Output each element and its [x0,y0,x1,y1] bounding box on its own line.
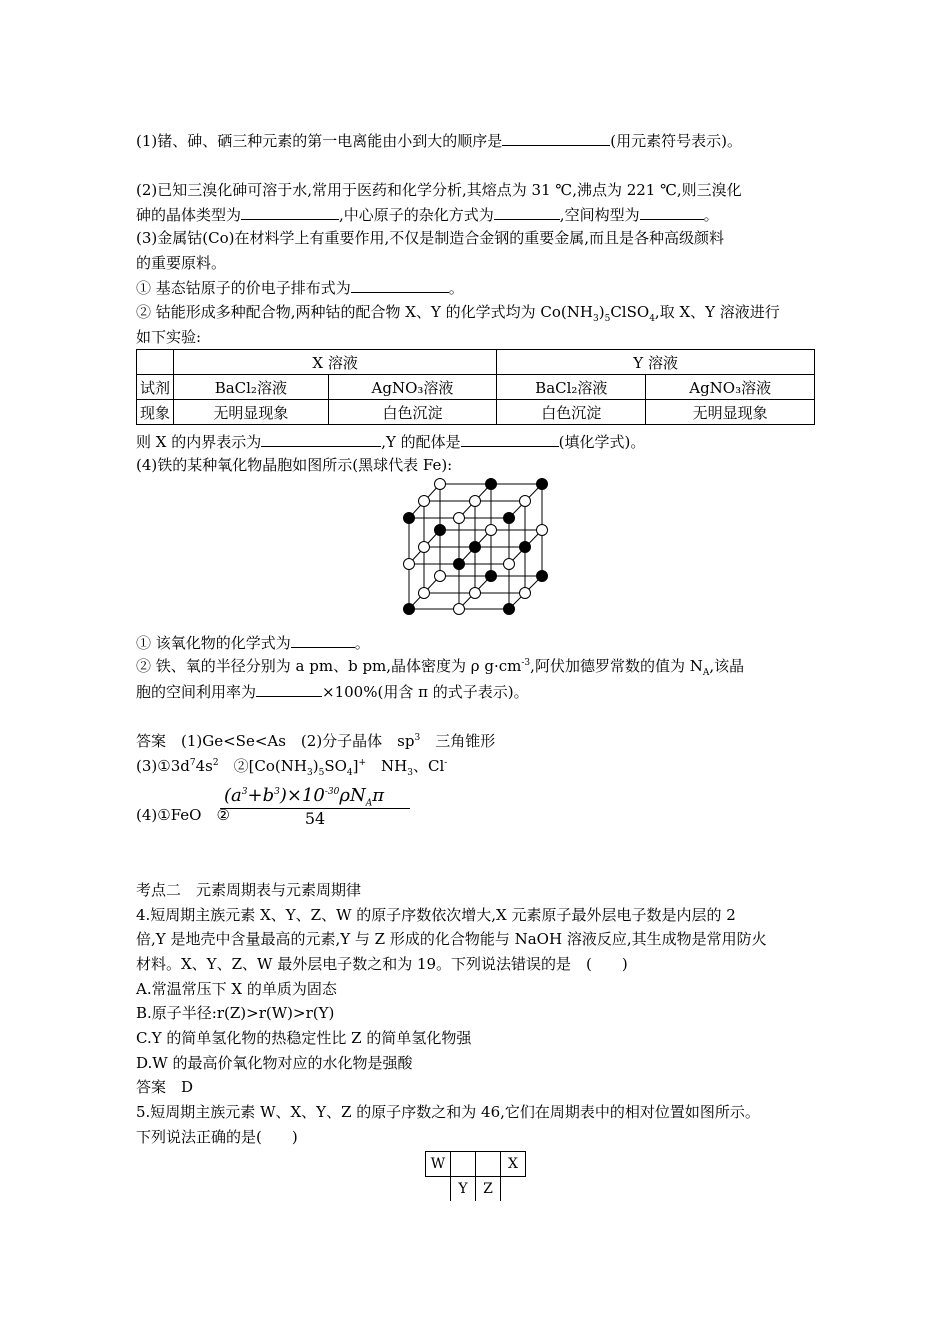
q1-line: (1)锗、砷、硒三种元素的第一电离能由小到大的顺序是 (用元素符号表示)。 [136,132,742,150]
cell-z: Z [476,1177,501,1202]
q3-after-table: 则 X 的内界表示为 ,Y 的配体是 (填化学式)。 [136,433,646,451]
q3-line1: (3)金属钴(Co)在材料学上有重要作用,不仅是制造合金钢的重要金属,而且是各种高级颜料 [136,229,724,247]
answer-blank [351,277,449,293]
table-cell: 白色沉淀 [497,400,646,425]
answer-blank [261,431,381,447]
q3-line3: 如下实验: [136,328,202,346]
cell-blank [501,1177,526,1202]
q5-option-b: B.原子半径:r(Z)>r(W)>r(Y) [136,1004,335,1022]
answer-line3: (4)①FeO ② [136,806,230,824]
table-corner-cell [137,350,174,375]
q5-line2: 倍,Y 是地壳中含量最高的元素,Y 与 Z 形成的化合物能与 NaOH 溶液反应,其生成物是常用防火 [136,930,767,948]
q4-line3: 胞的空间利用率为 ×100%(用含 π 的式子表示)。 [136,683,529,701]
answer-blank [461,431,559,447]
answer-blank [640,204,704,220]
section-heading: 考点二 元素周期表与元素周期律 [136,881,362,899]
table-cell: 白色沉淀 [328,400,497,425]
q6-line1: 5.短周期主族元素 W、X、Y、Z 的原子序数之和为 46,它们在周期表中的相对位置如图所示。 [136,1103,760,1121]
answer-blank [494,204,560,220]
table-cell: AgNO₃溶液 [646,375,815,400]
cell-blank [426,1177,451,1202]
q4-sub2: ② 铁、氧的半径分别为 a pm、b pm,晶体密度为 ρ $g\cdot cm^{-3}$,阿伏加德罗常数的值为 $N_A$,该晶 [136,657,745,678]
answer-line1: 答案 (1)Ge<Se<As (2)分子晶体 $sp^3$ 三角锥形 [136,732,496,750]
table-cell: 无明显现象 [646,400,815,425]
fraction-denominator: 54 [304,809,326,828]
table-cell: 无明显现象 [174,400,329,425]
q2-line1: (2)已知三溴化砷可溶于水,常用于医药和化学分析,其熔点为 31 ℃,沸点为 221 ℃,则三溴化 [136,181,742,199]
q3-line2: 的重要原料。 [136,254,227,272]
q5-option-c: C.Y 的简单氢化物的热稳定性比 Z 的简单氢化物强 [136,1029,472,1047]
fraction-numerator: $(a^3+b^3)\times 10^{-30}\rho N_A\pi$ [224,785,385,809]
q5-answer: 答案 D [136,1078,194,1096]
cell-y: Y [451,1177,476,1202]
q5-option-d: D.W 的最高价氧化物对应的水化物是强酸 [136,1054,413,1072]
answer-blank [502,130,610,146]
q5-option-a: A.常温常压下 X 的单质为固态 [136,980,337,998]
crystal-cell-diagram [395,468,555,618]
q5-line3: 材料。X、Y、Z、W 最外层电子数之和为 19。下列说法错误的是 ( ) [136,955,628,973]
answer-blank [241,204,339,220]
table-cell: AgNO₃溶液 [328,375,497,400]
cell-empty [451,1152,476,1177]
q4-line1: (4)铁的某种氧化物晶胞如图所示(黑球代表 Fe): [136,456,453,474]
q6-line2: 下列说法正确的是( ) [136,1128,298,1146]
reagent-label: 试剂 [137,375,174,400]
q2-line2: 砷的晶体类型为 ,中心原子的杂化方式为 ,空间构型为 。 [136,206,719,224]
cell-empty [476,1152,501,1177]
answer-blank [256,681,322,697]
x-solution-header: X 溶液 [174,350,497,375]
utilization-fraction [220,785,410,828]
table-cell: BaCl₂溶液 [174,375,329,400]
y-solution-header: Y 溶液 [497,350,815,375]
cell-x: X [501,1152,526,1177]
table-cell: BaCl₂溶液 [497,375,646,400]
periodic-position-table [425,1151,526,1201]
answer-blank [291,632,355,648]
answer-line2: $(3)①3d^74s^2$ $②[Co(NH_3)_5SO_4]^+$ $NH_3$、Cl- [136,757,448,778]
q3-sub2: ② 钴能形成多种配合物,两种钴的配合物 X、Y 的化学式均为 $Co(NH_3)_5ClSO_4$,取 X、Y 溶液进行 [136,303,780,324]
experiment-table [136,349,815,425]
phenomenon-label: 现象 [137,400,174,425]
q5-line1: 4.短周期主族元素 X、Y、Z、W 的原子序数依次增大,X 元素原子最外层电子数是内层的 2 [136,906,736,924]
q3-sub1: ① 基态钴原子的价电子排布式为 。 [136,279,464,297]
q4-sub1: ① 该氧化物的化学式为 。 [136,634,370,652]
cell-w: W [426,1152,451,1177]
